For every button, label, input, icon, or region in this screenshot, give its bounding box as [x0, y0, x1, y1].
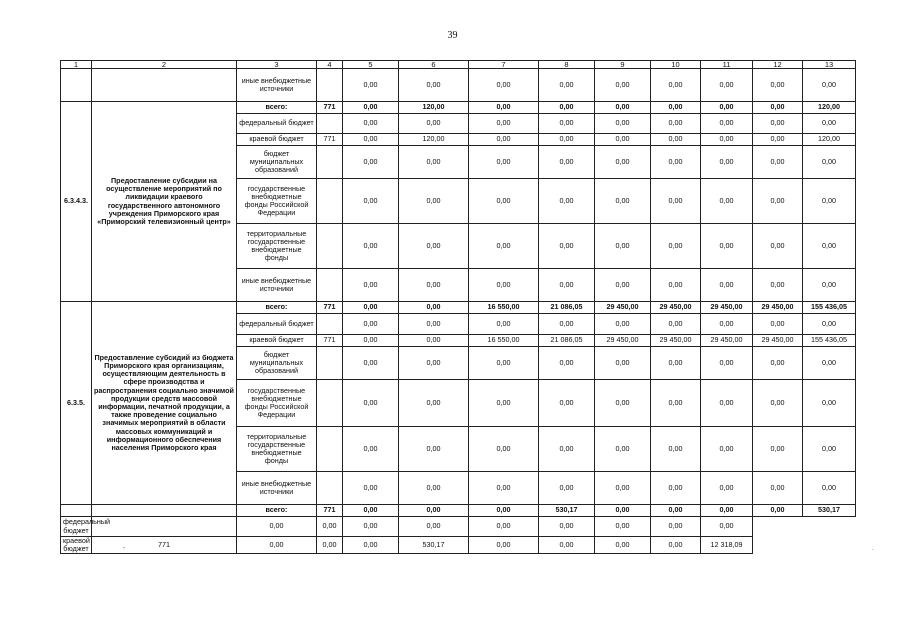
amount-cell: 21 086,05 — [539, 302, 595, 314]
budget-code — [317, 179, 343, 224]
amount-cell: 0,00 — [701, 69, 753, 102]
amount-cell: 0,00 — [701, 505, 753, 517]
budget-code — [317, 224, 343, 269]
funding-source: федеральный бюджет — [61, 517, 92, 537]
amount-cell: 0,00 — [539, 517, 595, 537]
amount-cell: 0,00 — [343, 69, 399, 102]
table-row — [61, 517, 856, 537]
column-header: 11 — [701, 61, 753, 69]
table-row — [61, 302, 856, 314]
amount-cell: 29 450,00 — [753, 302, 803, 314]
column-header: 10 — [651, 61, 701, 69]
amount-cell: 0,00 — [803, 224, 856, 269]
amount-cell: 0,00 — [651, 517, 701, 537]
funding-source: бюджет муниципальных образований — [237, 146, 317, 179]
amount-cell: 120,00 — [803, 134, 856, 146]
amount-cell: 120,00 — [399, 102, 469, 114]
amount-cell: 0,00 — [651, 179, 701, 224]
amount-cell: 0,00 — [469, 269, 539, 302]
amount-cell: 0,00 — [539, 269, 595, 302]
amount-cell: 0,00 — [803, 146, 856, 179]
amount-cell: 0,00 — [469, 517, 539, 537]
amount-cell: 0,00 — [753, 114, 803, 134]
column-header: 7 — [469, 61, 539, 69]
budget-code: 771 — [317, 102, 343, 114]
amount-cell: 0,00 — [399, 427, 469, 472]
funding-source: всего: — [237, 102, 317, 114]
amount-cell: 0,00 — [803, 347, 856, 380]
amount-cell: 0,00 — [651, 146, 701, 179]
amount-cell: 0,00 — [803, 179, 856, 224]
table-row — [61, 102, 856, 114]
scan-mark: - — [123, 545, 126, 552]
amount-cell: 0,00 — [595, 537, 651, 554]
amount-cell: 0,00 — [399, 146, 469, 179]
amount-cell: 0,00 — [595, 472, 651, 505]
amount-cell: 0,00 — [399, 69, 469, 102]
amount-cell: 0,00 — [539, 69, 595, 102]
amount-cell: 0,00 — [399, 224, 469, 269]
amount-cell: 0,00 — [469, 537, 539, 554]
funding-source: территориальные государственные внебюджетные фонды — [237, 224, 317, 269]
amount-cell: 0,00 — [595, 134, 651, 146]
amount-cell: 0,00 — [343, 314, 399, 335]
amount-cell: 0,00 — [399, 505, 469, 517]
amount-cell: 0,00 — [469, 69, 539, 102]
amount-cell: 29 450,00 — [651, 335, 701, 347]
amount-cell: 0,00 — [595, 102, 651, 114]
amount-cell: 0,00 — [701, 314, 753, 335]
budget-code — [317, 472, 343, 505]
budget-code — [317, 427, 343, 472]
amount-cell: 0,00 — [753, 69, 803, 102]
amount-cell: 0,00 — [539, 146, 595, 179]
amount-cell: 0,00 — [317, 537, 343, 554]
page-number: 39 — [447, 30, 458, 41]
amount-cell: 0,00 — [701, 472, 753, 505]
budget-code: 771 — [317, 335, 343, 347]
amount-cell: 0,00 — [753, 314, 803, 335]
amount-cell: 0,00 — [701, 102, 753, 114]
amount-cell: 0,00 — [469, 380, 539, 427]
amount-cell: 0,00 — [803, 314, 856, 335]
amount-cell: 0,00 — [343, 517, 399, 537]
amount-cell: 530,17 — [803, 505, 856, 517]
amount-cell: 0,00 — [469, 314, 539, 335]
funding-source: федеральный бюджет — [237, 314, 317, 335]
budget-code — [92, 517, 237, 537]
amount-cell: 16 550,00 — [469, 302, 539, 314]
amount-cell: 0,00 — [343, 335, 399, 347]
amount-cell: 0,00 — [595, 114, 651, 134]
amount-cell: 0,00 — [803, 114, 856, 134]
amount-cell: 0,00 — [753, 472, 803, 505]
amount-cell: 0,00 — [701, 517, 753, 537]
amount-cell: 0,00 — [399, 269, 469, 302]
column-header: 8 — [539, 61, 595, 69]
table-row — [61, 505, 856, 517]
funding-source: иные внебюджетные источники — [237, 69, 317, 102]
amount-cell: 0,00 — [343, 134, 399, 146]
amount-cell: 0,00 — [753, 179, 803, 224]
amount-cell: 0,00 — [469, 102, 539, 114]
amount-cell: 0,00 — [399, 179, 469, 224]
amount-cell: 0,00 — [343, 347, 399, 380]
item-number-cell — [61, 505, 92, 517]
amount-cell: 0,00 — [469, 179, 539, 224]
amount-cell: 0,00 — [651, 347, 701, 380]
amount-cell: 0,00 — [753, 102, 803, 114]
amount-cell: 0,00 — [343, 505, 399, 517]
amount-cell: 29 450,00 — [701, 335, 753, 347]
amount-cell: 0,00 — [237, 537, 317, 554]
column-header: 2 — [92, 61, 237, 69]
item-description-cell — [92, 69, 237, 102]
budget-code — [317, 69, 343, 102]
funding-source: всего: — [237, 505, 317, 517]
budget-code — [317, 314, 343, 335]
amount-cell: 0,00 — [399, 335, 469, 347]
amount-cell: 0,00 — [595, 427, 651, 472]
amount-cell: 0,00 — [343, 224, 399, 269]
item-number-cell — [61, 69, 92, 102]
amount-cell: 0,00 — [469, 347, 539, 380]
amount-cell: 0,00 — [399, 517, 469, 537]
amount-cell: 0,00 — [651, 314, 701, 335]
amount-cell: 530,17 — [399, 537, 469, 554]
table-row — [61, 69, 856, 102]
amount-cell: 29 450,00 — [701, 302, 753, 314]
amount-cell: 0,00 — [651, 427, 701, 472]
amount-cell: 0,00 — [595, 179, 651, 224]
amount-cell: 0,00 — [595, 314, 651, 335]
amount-cell: 0,00 — [399, 472, 469, 505]
amount-cell: 0,00 — [701, 179, 753, 224]
amount-cell: 0,00 — [343, 114, 399, 134]
amount-cell: 0,00 — [651, 224, 701, 269]
amount-cell: 0,00 — [399, 114, 469, 134]
funding-source: краевой бюджет — [237, 134, 317, 146]
amount-cell: 0,00 — [399, 302, 469, 314]
amount-cell: 0,00 — [539, 347, 595, 380]
table-row — [61, 537, 856, 554]
funding-source: краевой бюджет — [237, 335, 317, 347]
amount-cell: 0,00 — [753, 146, 803, 179]
column-header: 6 — [399, 61, 469, 69]
amount-cell: 0,00 — [753, 505, 803, 517]
amount-cell: 0,00 — [399, 314, 469, 335]
amount-cell: 0,00 — [469, 472, 539, 505]
budget-code — [317, 380, 343, 427]
amount-cell: 120,00 — [399, 134, 469, 146]
column-header: 4 — [317, 61, 343, 69]
amount-cell: 0,00 — [539, 380, 595, 427]
amount-cell: 0,00 — [803, 380, 856, 427]
amount-cell: 0,00 — [803, 269, 856, 302]
amount-cell: 21 086,05 — [539, 335, 595, 347]
amount-cell: 0,00 — [343, 472, 399, 505]
amount-cell: 0,00 — [539, 179, 595, 224]
funding-source: иные внебюджетные источники — [237, 472, 317, 505]
amount-cell: 0,00 — [753, 347, 803, 380]
item-description: Предоставление субсидий из бюджета Приморского края организациям, осуществляющим деятельность в сфере производства и распространения социально значимой продукции средств массовой информации, печатной продукции, а также проведение социально значимых мероприятий в области массовых коммуникаций и информационного обеспечения населения Приморского края — [92, 302, 237, 505]
item-number: 6.3.5. — [61, 302, 92, 505]
budget-code: 771 — [317, 505, 343, 517]
amount-cell: 0,00 — [595, 505, 651, 517]
amount-cell: 12 318,09 — [701, 537, 753, 554]
amount-cell: 0,00 — [595, 269, 651, 302]
amount-cell: 0,00 — [539, 537, 595, 554]
column-header: 12 — [753, 61, 803, 69]
column-number-row — [61, 61, 856, 69]
item-description: Предоставление субсидии на осуществление мероприятий по ликвидации краевого государственного автономного учреждения Приморского края «Приморский телевизионный центр» — [92, 102, 237, 302]
amount-cell: 0,00 — [539, 114, 595, 134]
amount-cell: 0,00 — [595, 347, 651, 380]
amount-cell: 0,00 — [469, 134, 539, 146]
amount-cell: 0,00 — [343, 537, 399, 554]
amount-cell: 0,00 — [469, 505, 539, 517]
amount-cell: 0,00 — [651, 134, 701, 146]
amount-cell: 0,00 — [343, 302, 399, 314]
amount-cell: 0,00 — [651, 102, 701, 114]
amount-cell: 0,00 — [651, 380, 701, 427]
amount-cell: 0,00 — [595, 224, 651, 269]
budget-table — [60, 60, 856, 554]
amount-cell: 0,00 — [343, 146, 399, 179]
column-header: 1 — [61, 61, 92, 69]
amount-cell: 0,00 — [651, 472, 701, 505]
amount-cell: 120,00 — [803, 102, 856, 114]
amount-cell: 29 450,00 — [651, 302, 701, 314]
amount-cell: 0,00 — [753, 380, 803, 427]
amount-cell: 0,00 — [701, 269, 753, 302]
amount-cell: 0,00 — [701, 224, 753, 269]
funding-source: территориальные государственные внебюджетные фонды — [237, 427, 317, 472]
amount-cell: 0,00 — [753, 427, 803, 472]
item-number: 6.3.4.3. — [61, 102, 92, 302]
amount-cell: 0,00 — [701, 134, 753, 146]
amount-cell: 0,00 — [651, 269, 701, 302]
amount-cell: 0,00 — [651, 114, 701, 134]
amount-cell: 0,00 — [469, 114, 539, 134]
amount-cell: 0,00 — [399, 380, 469, 427]
amount-cell: 0,00 — [539, 102, 595, 114]
amount-cell: 0,00 — [539, 427, 595, 472]
amount-cell: 0,00 — [539, 472, 595, 505]
amount-cell: 0,00 — [753, 224, 803, 269]
amount-cell: 0,00 — [539, 134, 595, 146]
funding-source: краевой бюджет — [61, 537, 92, 554]
amount-cell: 0,00 — [753, 269, 803, 302]
budget-code: 771 — [317, 302, 343, 314]
amount-cell: 0,00 — [469, 427, 539, 472]
amount-cell: 0,00 — [701, 347, 753, 380]
amount-cell: 0,00 — [343, 102, 399, 114]
amount-cell: 0,00 — [539, 314, 595, 335]
funding-source: государственные внебюджетные фонды Российской Федерации — [237, 179, 317, 224]
budget-code — [317, 114, 343, 134]
funding-source: государственные внебюджетные фонды Российской Федерации — [237, 380, 317, 427]
budget-code: 771 — [317, 134, 343, 146]
amount-cell: 0,00 — [343, 427, 399, 472]
amount-cell: 0,00 — [399, 347, 469, 380]
amount-cell: 0,00 — [803, 69, 856, 102]
amount-cell: 530,17 — [539, 505, 595, 517]
budget-code — [317, 269, 343, 302]
budget-code — [317, 146, 343, 179]
amount-cell: 0,00 — [539, 224, 595, 269]
amount-cell: 0,00 — [803, 427, 856, 472]
amount-cell: 0,00 — [651, 69, 701, 102]
amount-cell: 0,00 — [469, 146, 539, 179]
amount-cell: 0,00 — [701, 146, 753, 179]
funding-source: иные внебюджетные источники — [237, 269, 317, 302]
amount-cell: 0,00 — [343, 179, 399, 224]
column-header: 9 — [595, 61, 651, 69]
amount-cell: 0,00 — [701, 427, 753, 472]
amount-cell: 0,00 — [595, 146, 651, 179]
funding-source: всего: — [237, 302, 317, 314]
budget-code: 771 — [92, 537, 237, 554]
amount-cell: 29 450,00 — [595, 302, 651, 314]
amount-cell: 0,00 — [701, 380, 753, 427]
amount-cell: 0,00 — [343, 269, 399, 302]
amount-cell: 0,00 — [237, 517, 317, 537]
amount-cell: 0,00 — [595, 69, 651, 102]
amount-cell: 0,00 — [651, 505, 701, 517]
column-header: 13 — [803, 61, 856, 69]
funding-source: федеральный бюджет — [237, 114, 317, 134]
funding-source: бюджет муниципальных образований — [237, 347, 317, 380]
amount-cell: 0,00 — [469, 224, 539, 269]
amount-cell: 29 450,00 — [753, 335, 803, 347]
amount-cell: 0,00 — [651, 537, 701, 554]
amount-cell: 0,00 — [343, 380, 399, 427]
amount-cell: 0,00 — [803, 472, 856, 505]
budget-code — [317, 347, 343, 380]
amount-cell: 0,00 — [595, 380, 651, 427]
amount-cell: 155 436,05 — [803, 302, 856, 314]
table-body — [61, 69, 856, 554]
amount-cell: 155 436,05 — [803, 335, 856, 347]
amount-cell: 0,00 — [753, 134, 803, 146]
amount-cell: 0,00 — [701, 114, 753, 134]
scan-mark: . — [872, 545, 874, 552]
column-header: 5 — [343, 61, 399, 69]
amount-cell: 16 550,00 — [469, 335, 539, 347]
item-description-cell — [92, 505, 237, 517]
amount-cell: 29 450,00 — [595, 335, 651, 347]
column-header: 3 — [237, 61, 317, 69]
amount-cell: 0,00 — [317, 517, 343, 537]
amount-cell: 0,00 — [595, 517, 651, 537]
